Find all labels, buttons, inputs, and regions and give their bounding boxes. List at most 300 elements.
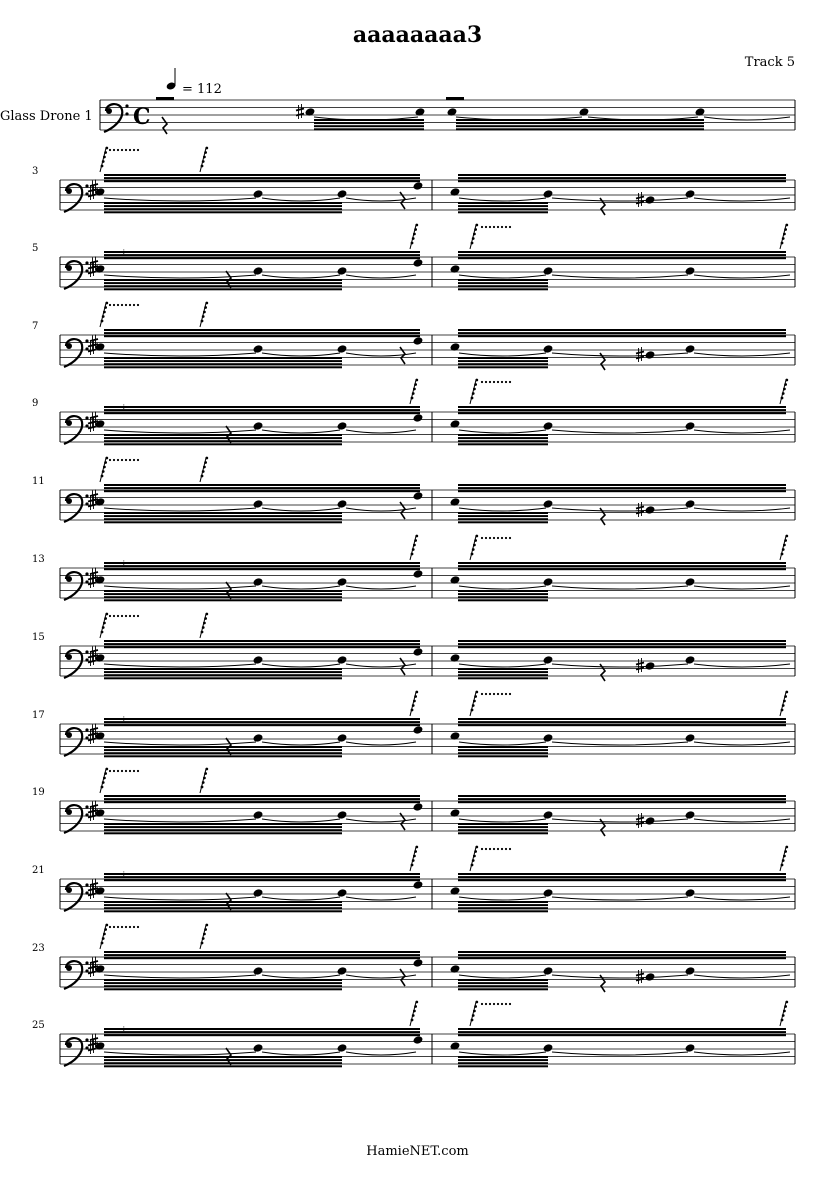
notehead <box>645 816 656 826</box>
notehead <box>413 491 424 501</box>
tie <box>104 819 256 822</box>
beam <box>458 724 786 726</box>
dot <box>489 381 491 383</box>
tie <box>694 198 790 201</box>
tempo-text: = 112 <box>182 82 222 97</box>
beam <box>458 177 786 179</box>
notehead <box>253 421 264 431</box>
beam <box>458 174 786 176</box>
notehead <box>685 966 696 976</box>
tie <box>346 897 416 900</box>
notehead <box>543 344 554 354</box>
beam <box>104 205 342 207</box>
tie <box>459 664 546 667</box>
bass-clef <box>64 805 89 833</box>
rest <box>780 691 788 716</box>
beam <box>104 282 342 284</box>
dot <box>505 848 507 850</box>
beam <box>104 1028 420 1030</box>
dot <box>117 770 119 772</box>
tie <box>459 975 546 978</box>
beam <box>458 907 548 909</box>
beam <box>458 988 548 990</box>
rest <box>200 302 208 327</box>
beam <box>104 484 420 486</box>
dot <box>113 926 115 928</box>
dot <box>133 304 135 306</box>
beam <box>104 288 342 290</box>
beam <box>458 568 786 570</box>
measure-number: 17 <box>32 710 45 721</box>
tie <box>104 353 256 356</box>
beam <box>458 1028 786 1030</box>
beam <box>104 409 420 411</box>
tie <box>552 275 688 278</box>
beam <box>458 434 548 436</box>
dot: ⁘ <box>120 248 128 258</box>
beam <box>458 954 786 956</box>
rest <box>100 147 108 172</box>
tie <box>694 586 790 589</box>
beam <box>458 1031 786 1033</box>
beam <box>104 518 342 520</box>
dot <box>109 304 111 306</box>
beam <box>104 360 342 362</box>
tie <box>694 897 790 900</box>
tie <box>104 275 256 278</box>
dot <box>497 848 499 850</box>
beam <box>104 910 342 912</box>
tie <box>552 664 688 667</box>
beam <box>458 443 548 445</box>
rest <box>780 1001 788 1026</box>
beam <box>458 873 786 875</box>
tie <box>552 508 688 511</box>
beam <box>104 177 420 179</box>
notehead <box>253 888 264 898</box>
staff-system <box>0 68 795 134</box>
notehead <box>645 661 656 671</box>
dot <box>489 693 491 695</box>
beam <box>104 1031 420 1033</box>
dot <box>109 615 111 617</box>
notehead <box>337 966 348 976</box>
beam <box>104 254 420 256</box>
beam <box>458 521 548 523</box>
tie <box>262 430 340 433</box>
dot <box>493 381 495 383</box>
dot <box>121 304 123 306</box>
dot <box>121 615 123 617</box>
beam <box>458 412 786 414</box>
dot <box>509 1003 511 1005</box>
rest <box>100 924 108 949</box>
rest <box>470 224 478 249</box>
beam <box>458 515 548 517</box>
beam <box>458 801 786 803</box>
beam <box>458 832 548 834</box>
dot <box>485 693 487 695</box>
beam <box>458 254 786 256</box>
rest <box>470 379 478 404</box>
beam <box>104 443 342 445</box>
beam <box>458 440 548 442</box>
rest <box>100 613 108 638</box>
rest <box>470 691 478 716</box>
dot <box>485 848 487 850</box>
dot <box>509 537 511 539</box>
beam <box>458 288 548 290</box>
beam <box>458 366 548 368</box>
notehead <box>337 266 348 276</box>
dot <box>125 926 127 928</box>
beam <box>458 826 548 828</box>
tie <box>262 742 340 745</box>
beam <box>458 795 786 797</box>
beam <box>104 832 342 834</box>
staff-system <box>32 302 795 370</box>
beam <box>104 951 420 953</box>
beam <box>104 487 420 489</box>
notehead <box>543 966 554 976</box>
measure-number: 3 <box>32 166 39 177</box>
beam <box>458 562 786 564</box>
measure-number: 15 <box>32 632 45 643</box>
tie <box>459 508 546 511</box>
beam <box>104 798 420 800</box>
beam <box>458 643 786 645</box>
dot <box>133 926 135 928</box>
beam <box>458 1056 548 1058</box>
beam <box>104 901 342 903</box>
staff-system <box>32 846 795 913</box>
beam <box>458 901 548 903</box>
notehead <box>413 413 424 423</box>
dot <box>121 770 123 772</box>
beam <box>104 752 342 754</box>
bass-clef <box>64 883 89 911</box>
tempo-mark <box>166 68 222 97</box>
beam <box>458 749 548 751</box>
sharp-sign <box>636 969 644 984</box>
beam <box>458 1059 548 1061</box>
beam <box>104 988 342 990</box>
beam <box>104 957 420 959</box>
beam <box>458 335 786 337</box>
measure-number: 19 <box>32 787 45 798</box>
beam <box>458 876 786 878</box>
dot <box>117 615 119 617</box>
dot <box>505 537 507 539</box>
dot <box>501 848 503 850</box>
sharp-sign <box>636 658 644 673</box>
bass-clef <box>64 572 89 600</box>
dot <box>133 770 135 772</box>
rest <box>470 535 478 560</box>
dot <box>125 770 127 772</box>
staff-system <box>32 457 795 525</box>
beam <box>458 1062 548 1064</box>
beam <box>458 251 786 253</box>
beam <box>104 718 420 720</box>
tie <box>552 819 688 822</box>
dot <box>133 459 135 461</box>
beam <box>458 593 548 595</box>
dot <box>121 926 123 928</box>
dot: ⁘ <box>120 715 128 725</box>
notehead <box>685 888 696 898</box>
rest <box>200 768 208 793</box>
beam <box>458 282 548 284</box>
beam <box>458 640 786 642</box>
notehead <box>337 577 348 587</box>
beam <box>104 1062 342 1064</box>
dot <box>493 693 495 695</box>
beam <box>458 957 786 959</box>
dot <box>109 926 111 928</box>
rest <box>780 379 788 404</box>
dot <box>481 537 483 539</box>
beam <box>104 590 342 592</box>
beam <box>104 801 420 803</box>
dot <box>137 770 139 772</box>
tie <box>552 742 688 745</box>
tie <box>104 198 256 201</box>
dot <box>509 226 511 228</box>
bass-clef <box>64 1038 89 1066</box>
tie <box>104 897 256 900</box>
notehead <box>413 258 424 268</box>
beam <box>104 1034 420 1036</box>
rest <box>162 117 167 134</box>
notehead <box>413 569 424 579</box>
notehead <box>413 802 424 812</box>
track-label: Track 5 <box>744 55 795 70</box>
whole-rest <box>156 97 174 100</box>
beam <box>104 521 342 523</box>
tie <box>552 353 688 356</box>
dot <box>505 693 507 695</box>
beam <box>458 718 786 720</box>
beam <box>458 596 548 598</box>
beam <box>458 180 786 182</box>
beam <box>458 487 786 489</box>
notehead <box>337 421 348 431</box>
beam <box>458 879 786 881</box>
sharp-sign <box>296 104 304 119</box>
tie <box>552 198 688 201</box>
beam <box>458 982 548 984</box>
dot <box>117 459 119 461</box>
dot <box>497 226 499 228</box>
beam <box>456 122 704 124</box>
tie <box>104 430 256 433</box>
beam <box>104 490 420 492</box>
notehead <box>645 195 656 205</box>
beam <box>458 755 548 757</box>
dot <box>137 615 139 617</box>
beam <box>458 518 548 520</box>
tie <box>694 664 790 667</box>
bass-clef <box>64 339 89 367</box>
dot <box>121 149 123 151</box>
rest <box>780 535 788 560</box>
staff-system <box>32 691 795 758</box>
dot <box>113 770 115 772</box>
dot <box>113 304 115 306</box>
tie <box>104 742 256 745</box>
dot <box>485 537 487 539</box>
beam <box>104 826 342 828</box>
beam <box>458 677 548 679</box>
beam <box>104 568 420 570</box>
dot <box>509 848 511 850</box>
beam <box>104 674 342 676</box>
dot <box>505 226 507 228</box>
notehead <box>337 810 348 820</box>
tie <box>459 430 546 433</box>
notehead <box>253 577 264 587</box>
rest <box>410 535 418 560</box>
sharp-sign <box>636 347 644 362</box>
beam <box>458 979 548 981</box>
beam <box>104 982 342 984</box>
beam <box>458 910 548 912</box>
rest <box>410 224 418 249</box>
notehead <box>253 266 264 276</box>
notehead <box>685 266 696 276</box>
beam <box>104 879 420 881</box>
beam <box>104 257 420 259</box>
dot <box>481 381 483 383</box>
notehead <box>685 810 696 820</box>
notehead <box>685 421 696 431</box>
tie <box>552 897 688 900</box>
tie <box>704 117 790 120</box>
tie <box>459 742 546 745</box>
beam <box>104 512 342 514</box>
dot <box>129 615 131 617</box>
dot <box>129 770 131 772</box>
dot <box>133 149 135 151</box>
staff-system <box>32 147 795 215</box>
sharp-sign <box>636 502 644 517</box>
rest <box>100 302 108 327</box>
tie <box>694 430 790 433</box>
measure-number: 11 <box>32 476 45 487</box>
notehead <box>253 966 264 976</box>
beam <box>104 335 420 337</box>
dot <box>501 537 503 539</box>
notehead <box>543 655 554 665</box>
staff-system <box>32 379 795 446</box>
dot <box>481 848 483 850</box>
tie <box>694 975 790 978</box>
dot <box>109 459 111 461</box>
tie <box>459 353 546 356</box>
beam <box>458 721 786 723</box>
rest <box>470 1001 478 1026</box>
beam <box>458 512 548 514</box>
bass-clef <box>64 261 89 289</box>
beam <box>104 437 342 439</box>
rest <box>410 379 418 404</box>
tie <box>346 1052 416 1055</box>
notehead <box>543 1043 554 1053</box>
beam <box>104 363 342 365</box>
dot <box>125 615 127 617</box>
notehead <box>337 499 348 509</box>
page-title: aaaaaaaa3 <box>352 22 483 48</box>
beam <box>104 904 342 906</box>
bass-clef <box>64 961 89 989</box>
tie <box>104 664 256 667</box>
notehead <box>685 344 696 354</box>
notehead <box>413 958 424 968</box>
tie <box>262 508 340 511</box>
beam <box>104 721 420 723</box>
beam <box>458 1065 548 1067</box>
dot <box>501 1003 503 1005</box>
dot <box>485 1003 487 1005</box>
beam <box>104 795 420 797</box>
tie <box>262 819 340 822</box>
staff-system <box>32 224 795 291</box>
beam <box>458 279 548 281</box>
beam <box>458 674 548 676</box>
measure-number: 7 <box>32 321 39 332</box>
instrument-name: Glass Drone 1 <box>0 109 93 124</box>
tie <box>459 586 546 589</box>
notehead <box>337 344 348 354</box>
notehead <box>253 499 264 509</box>
beam <box>104 180 420 182</box>
beam <box>104 829 342 831</box>
rest <box>410 1001 418 1026</box>
tie <box>346 586 416 589</box>
tie <box>346 430 416 433</box>
notehead <box>645 505 656 515</box>
beam <box>104 357 342 359</box>
notehead <box>413 647 424 657</box>
notehead <box>685 1043 696 1053</box>
notehead <box>253 189 264 199</box>
beam <box>104 596 342 598</box>
beam <box>458 437 548 439</box>
dot <box>497 693 499 695</box>
beam <box>104 599 342 601</box>
rest <box>780 846 788 871</box>
dot <box>497 381 499 383</box>
tie <box>459 897 546 900</box>
beam <box>104 366 342 368</box>
dot <box>137 459 139 461</box>
beam <box>456 128 704 130</box>
notehead <box>543 266 554 276</box>
tie <box>262 353 340 356</box>
notehead <box>337 189 348 199</box>
dot: ⁘ <box>120 870 128 880</box>
bass-clef <box>64 728 89 756</box>
dot <box>125 459 127 461</box>
dot <box>125 149 127 151</box>
notehead <box>543 888 554 898</box>
beam <box>458 205 548 207</box>
tie <box>104 1052 256 1055</box>
rest <box>200 924 208 949</box>
staff-system <box>32 1001 795 1068</box>
beam <box>458 1034 786 1036</box>
